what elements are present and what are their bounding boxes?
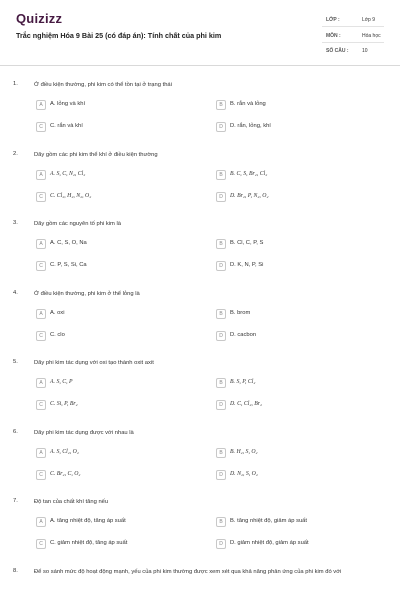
option-letter-box: D bbox=[216, 192, 226, 202]
answer-option-a[interactable] bbox=[36, 516, 168, 529]
option-letter-box: B bbox=[216, 517, 226, 527]
option-letter-box: D bbox=[216, 331, 226, 341]
answer-option-b[interactable] bbox=[216, 447, 348, 460]
option-letter-box: B bbox=[216, 309, 226, 319]
answer-option-c[interactable] bbox=[36, 191, 168, 204]
option-letter-box: C bbox=[36, 470, 46, 480]
answer-option-d[interactable] bbox=[216, 121, 348, 134]
option-text: C. Cl₂, H₂, N₂, O₂ bbox=[50, 193, 92, 199]
meta-subject bbox=[322, 29, 384, 43]
meta-label: LỚP : bbox=[326, 17, 340, 23]
meta-value: Hóa học bbox=[362, 33, 381, 39]
option-text: A. lỏng và khí bbox=[50, 101, 86, 107]
question-number: 4. bbox=[13, 290, 18, 296]
answer-option-b[interactable] bbox=[216, 99, 348, 112]
option-letter-box: B bbox=[216, 239, 226, 249]
option-text: C. Br₂, C, O₂ bbox=[50, 471, 81, 477]
option-letter-box: B bbox=[216, 170, 226, 180]
answer-option-c[interactable] bbox=[36, 399, 168, 412]
meta-question-count bbox=[322, 44, 384, 58]
option-text: D. rắn, lỏng, khí bbox=[230, 123, 271, 129]
answer-option-b[interactable] bbox=[216, 377, 348, 390]
answer-option-d[interactable] bbox=[216, 399, 348, 412]
option-text: A. S, C, P bbox=[50, 379, 73, 385]
meta-value: Lớp 9 bbox=[362, 17, 376, 23]
answer-option-c[interactable] bbox=[36, 121, 168, 134]
option-letter-box: B bbox=[216, 100, 226, 110]
question-number: 6. bbox=[13, 429, 18, 435]
question-number: 3. bbox=[13, 220, 18, 226]
question-text: Ở điều kiện thường, phi kim có thể tồn tại ở trạng thái bbox=[34, 82, 172, 88]
option-text: C. Si, P, Br₂ bbox=[50, 401, 78, 407]
option-text: C. clo bbox=[50, 332, 65, 338]
meta-label: MÔN : bbox=[326, 33, 341, 39]
answer-option-c[interactable] bbox=[36, 260, 168, 273]
answer-option-a[interactable] bbox=[36, 238, 168, 251]
option-text: B. brom bbox=[230, 310, 251, 316]
answer-option-d[interactable] bbox=[216, 191, 348, 204]
question-text: Dãy gồm các phi kim thể khí ở điều kiện thường bbox=[34, 152, 158, 158]
option-text: A. S, Cl₂, O₂ bbox=[50, 449, 79, 455]
question-number: 8. bbox=[13, 568, 18, 574]
answer-option-a[interactable] bbox=[36, 169, 168, 182]
option-letter-box: B bbox=[216, 448, 226, 458]
option-letter-box: D bbox=[216, 400, 226, 410]
answer-option-d[interactable] bbox=[216, 469, 348, 482]
answer-option-b[interactable] bbox=[216, 516, 348, 529]
option-text: A. tăng nhiệt độ, tăng áp suất bbox=[50, 518, 126, 524]
question-text: Dãy phi kim tác dụng với oxi tạo thành oxit axit bbox=[34, 360, 154, 366]
option-letter-box: A bbox=[36, 239, 46, 249]
answer-option-b[interactable] bbox=[216, 308, 348, 321]
option-letter-box: D bbox=[216, 122, 226, 132]
worksheet-header bbox=[0, 0, 400, 66]
option-text: B. S, P, Cl₂ bbox=[230, 379, 256, 385]
meta-label: SỐ CÂU : bbox=[326, 48, 349, 54]
answer-option-c[interactable] bbox=[36, 538, 168, 551]
answer-option-d[interactable] bbox=[216, 538, 348, 551]
option-letter-box: A bbox=[36, 100, 46, 110]
option-text: C. giảm nhiệt độ, tăng áp suất bbox=[50, 540, 128, 546]
question-number: 5. bbox=[13, 359, 18, 365]
option-text: D. C, Cl₂, Br₂ bbox=[230, 401, 263, 407]
option-text: D. N₂, S, O₂ bbox=[230, 471, 258, 477]
question-text: Để so sánh mức độ hoạt động mạnh, yếu của phi kim thường được xem xét qua khả năng phản ứng của phi kim đó với bbox=[34, 569, 342, 575]
answer-option-c[interactable] bbox=[36, 330, 168, 343]
answer-option-d[interactable] bbox=[216, 330, 348, 343]
option-letter-box: D bbox=[216, 261, 226, 271]
option-letter-box: D bbox=[216, 470, 226, 480]
option-letter-box: A bbox=[36, 378, 46, 388]
option-letter-box: C bbox=[36, 331, 46, 341]
option-text: C. P, S, Si, Ca bbox=[50, 262, 87, 268]
option-text: B. H₂, S, O₂ bbox=[230, 449, 258, 455]
option-letter-box: A bbox=[36, 448, 46, 458]
answer-option-c[interactable] bbox=[36, 469, 168, 482]
answer-option-d[interactable] bbox=[216, 260, 348, 273]
question-number: 7. bbox=[13, 498, 18, 504]
option-letter-box: C bbox=[36, 192, 46, 202]
option-text: A. oxi bbox=[50, 310, 65, 316]
option-letter-box: D bbox=[216, 539, 226, 549]
answer-option-a[interactable] bbox=[36, 99, 168, 112]
question-text: Ở điều kiện thường, phi kim ở thể lỏng là bbox=[34, 291, 140, 297]
answer-option-b[interactable] bbox=[216, 169, 348, 182]
answer-option-a[interactable] bbox=[36, 377, 168, 390]
option-text: D. Br₂, P, N₂, O₂ bbox=[230, 193, 269, 199]
option-text: B. tăng nhiệt độ, giảm áp suất bbox=[230, 518, 308, 524]
question-text: Dãy gồm các nguyên tố phi kim là bbox=[34, 221, 121, 227]
question-text: Dãy phi kim tác dụng được với nhau là bbox=[34, 430, 134, 436]
option-text: B. C, S, Br₂, Cl₂ bbox=[230, 171, 268, 177]
option-text: B. rắn và lỏng bbox=[230, 101, 266, 107]
answer-option-a[interactable] bbox=[36, 447, 168, 460]
option-letter-box: A bbox=[36, 517, 46, 527]
option-letter-box: C bbox=[36, 539, 46, 549]
option-letter-box: A bbox=[36, 309, 46, 319]
option-letter-box: B bbox=[216, 378, 226, 388]
option-letter-box: A bbox=[36, 170, 46, 180]
option-letter-box: C bbox=[36, 122, 46, 132]
answer-option-a[interactable] bbox=[36, 308, 168, 321]
option-letter-box: C bbox=[36, 400, 46, 410]
meta-grade bbox=[322, 13, 384, 27]
option-text: D. giảm nhiệt độ, giảm áp suất bbox=[230, 540, 309, 546]
option-text: C. rắn và khí bbox=[50, 123, 83, 129]
option-text: A. C, S, O, Na bbox=[50, 240, 87, 246]
option-text: D. K, N, P, Si bbox=[230, 262, 264, 268]
question-number: 2. bbox=[13, 151, 18, 157]
quizizz-logo: Quizizz bbox=[16, 11, 63, 26]
question-number: 1. bbox=[13, 81, 18, 87]
option-text: B. Cl, C, P, S bbox=[230, 240, 264, 246]
answer-option-b[interactable] bbox=[216, 238, 348, 251]
question-text: Độ tan của chất khí tăng nếu bbox=[34, 499, 109, 505]
meta-value: 10 bbox=[362, 48, 368, 54]
option-text: A. S, C, N₂, Cl₂ bbox=[50, 171, 86, 177]
option-text: D. cacbon bbox=[230, 332, 257, 338]
option-letter-box: C bbox=[36, 261, 46, 271]
quiz-title: Trắc nghiệm Hóa 9 Bài 25 (có đáp án): Tính chất của phi kim bbox=[16, 31, 222, 40]
